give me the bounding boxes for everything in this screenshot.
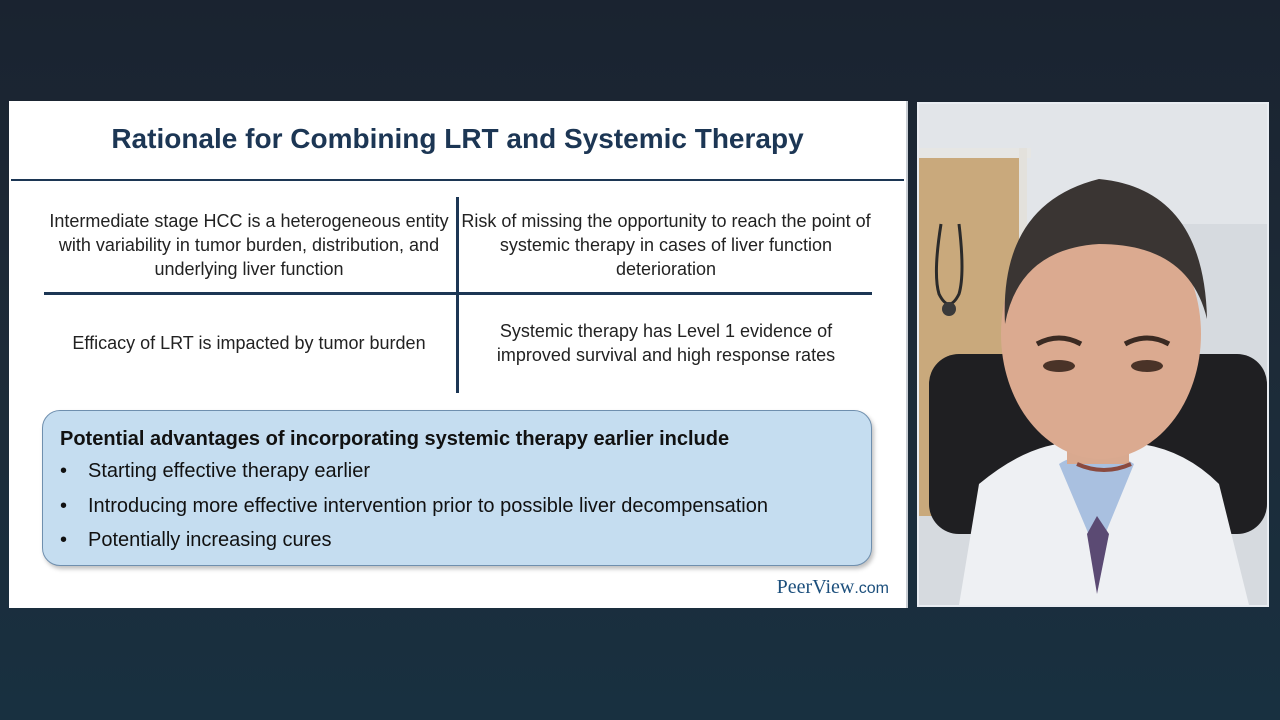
speaker-video-image bbox=[919, 104, 1267, 605]
bullet-icon: • bbox=[60, 460, 68, 482]
advantages-title: Potential advantages of incorporating systemic therapy earlier include bbox=[60, 428, 730, 450]
grid-cell-top-left: Intermediate stage HCC is a heterogeneous entity with variability in tumor burden, distribution, and underlying liver function bbox=[49, 211, 449, 279]
bullet-icon: • bbox=[60, 494, 68, 517]
list-item-text: Starting effective therapy earlier bbox=[88, 460, 371, 482]
list-item bbox=[60, 528, 768, 563]
grid-horizontal-divider bbox=[44, 292, 872, 295]
brand-domain: .com bbox=[854, 580, 889, 597]
list-item-text: Introducing more effective intervention prior to possible liver decompensation bbox=[88, 494, 768, 517]
grid-cell-bottom-right: Systemic therapy has Level 1 evidence of improved survival and high response rates bbox=[496, 321, 836, 365]
grid-cell-top-right: Risk of missing the opportunity to reach the point of systemic therapy in cases of liver function deterioration bbox=[461, 211, 871, 279]
peerview-logo bbox=[777, 576, 889, 599]
brand-name: PeerView bbox=[776, 576, 855, 598]
slide-title: Rationale for Combining LRT and Systemic Therapy bbox=[111, 123, 804, 154]
list-item-text: Potentially increasing cures bbox=[88, 529, 332, 551]
speaker-video-feed bbox=[917, 102, 1269, 607]
title-divider bbox=[11, 179, 904, 181]
advantages-box bbox=[42, 410, 872, 566]
list-item bbox=[60, 459, 768, 494]
bullet-icon: • bbox=[60, 529, 68, 551]
grid-vertical-divider bbox=[456, 197, 459, 393]
presentation-slide bbox=[9, 101, 908, 608]
advantages-list bbox=[60, 459, 768, 563]
list-item bbox=[60, 494, 768, 529]
grid-cell-bottom-left: Efficacy of LRT is impacted by tumor burden bbox=[72, 333, 426, 353]
